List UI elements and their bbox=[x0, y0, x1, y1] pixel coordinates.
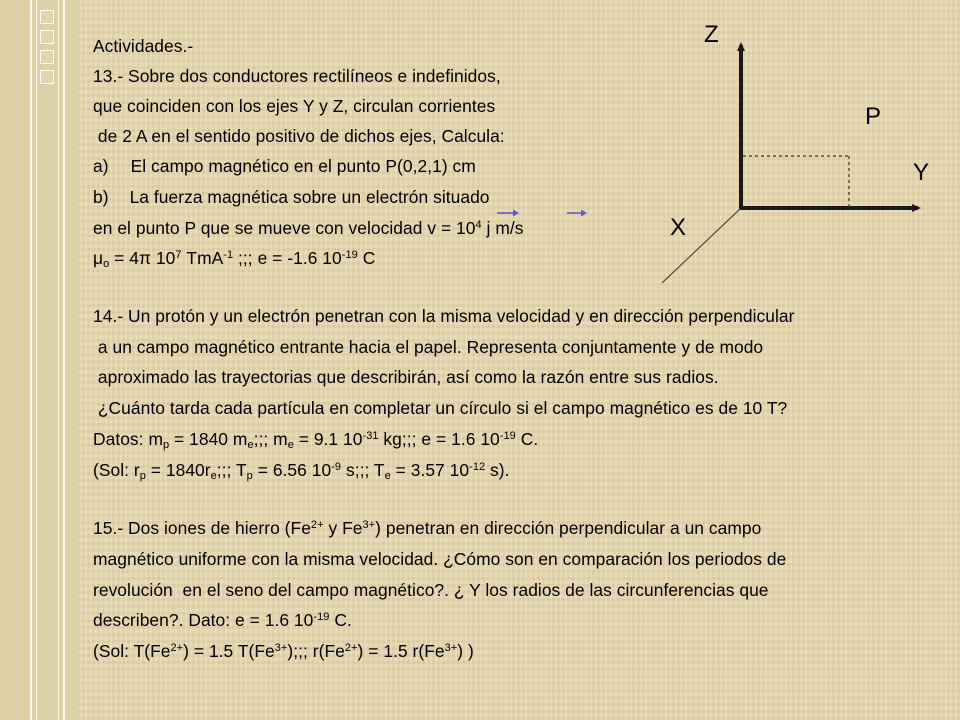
subscript: e bbox=[287, 439, 294, 451]
ex13-line bbox=[93, 218, 524, 238]
x-label: X bbox=[670, 214, 687, 241]
text-run: = 3.57 10 bbox=[390, 460, 470, 480]
ex13-item-b bbox=[93, 187, 490, 207]
text-run: (Sol: r bbox=[93, 460, 140, 480]
superscript: 2+ bbox=[170, 642, 184, 654]
border-square bbox=[40, 30, 54, 44]
text-run: describen?. Dato: e = 1.6 10 bbox=[93, 610, 314, 630]
text-run: C bbox=[357, 248, 376, 268]
y-label: Y bbox=[913, 159, 930, 186]
ex15-line: magnético uniforme con la misma velocidad. ¿Cómo son en comparación los periodos de bbox=[93, 549, 787, 569]
text-run: ;;; T bbox=[216, 460, 247, 480]
text-run: );;; r(Fe bbox=[287, 641, 345, 661]
item-text: La fuerza magnética sobre un electrón situado bbox=[129, 187, 490, 207]
text-run: y Fe bbox=[323, 518, 363, 538]
ex14-line: 14.- Un protón y un electrón penetran con la misma velocidad y en dirección perpendicular bbox=[93, 306, 795, 326]
superscript: 3+ bbox=[444, 642, 458, 654]
text-run: = 1840r bbox=[145, 460, 211, 480]
superscript: -9 bbox=[331, 461, 342, 473]
ex15-line bbox=[93, 518, 761, 538]
border-line bbox=[58, 0, 59, 720]
border-line bbox=[63, 0, 65, 720]
superscript: -31 bbox=[362, 430, 379, 442]
text-run: s). bbox=[485, 460, 510, 480]
superscript: -19 bbox=[341, 249, 358, 261]
text-run: ) = 1.5 T(Fe bbox=[183, 641, 275, 661]
superscript: 3+ bbox=[274, 642, 288, 654]
subscript: e bbox=[247, 439, 254, 451]
decorative-left-border bbox=[0, 0, 78, 720]
text-run: TmA bbox=[181, 248, 224, 268]
symbol: π bbox=[138, 248, 152, 268]
text-run: 15.- Dos iones de hierro (Fe bbox=[93, 518, 311, 538]
text-run: Datos: m bbox=[93, 429, 163, 449]
subscript: p bbox=[139, 470, 146, 482]
text-run: = 4 bbox=[109, 248, 139, 268]
text-run: ;;; e = -1.6 10 bbox=[233, 248, 342, 268]
text-run: s;;; T bbox=[341, 460, 385, 480]
border-square bbox=[40, 10, 54, 24]
p-label: P bbox=[865, 103, 882, 130]
symbol: μ bbox=[93, 248, 104, 268]
superscript: -12 bbox=[469, 461, 486, 473]
subscript: p bbox=[162, 439, 170, 451]
ex15-solution bbox=[93, 641, 474, 661]
ex15-line bbox=[93, 610, 352, 630]
border-square bbox=[40, 50, 54, 64]
item-marker: b) bbox=[93, 187, 109, 207]
ex14-line: aproximado las trayectorias que describirán, así como la razón entre sus radios. bbox=[93, 367, 719, 387]
superscript: 2+ bbox=[344, 642, 358, 654]
border-line bbox=[36, 0, 37, 720]
ex13-line: de 2 A en el sentido positivo de dichos ejes, Calcula: bbox=[93, 126, 505, 146]
text-run: ) = 1.5 r(Fe bbox=[357, 641, 445, 661]
text-run: ;;; m bbox=[253, 429, 288, 449]
text-run: (Sol: T(Fe bbox=[93, 641, 171, 661]
text-run: 10 bbox=[151, 248, 176, 268]
ex15-line: revolución en el seno del campo magnético?. ¿ Y los radios de las circunferencias que bbox=[93, 580, 769, 600]
text-run: = 1840 m bbox=[169, 429, 248, 449]
activities-heading: Actividades.- bbox=[93, 36, 194, 56]
ex14-line: a un campo magnético entrante hacia el papel. Representa conjuntamente y de modo bbox=[93, 337, 764, 357]
vector-arrow-j bbox=[567, 210, 587, 217]
superscript: 4 bbox=[475, 219, 482, 231]
border-line bbox=[30, 0, 32, 720]
z-label: Z bbox=[704, 21, 719, 48]
text-run: en el punto P que se mueve con velocidad v = 10 bbox=[93, 218, 476, 238]
projection-lines bbox=[743, 156, 849, 207]
text-run: C. bbox=[515, 429, 539, 449]
subscript: e bbox=[384, 470, 391, 482]
item-marker: a) bbox=[93, 156, 109, 176]
subscript: p bbox=[246, 470, 253, 482]
text-run: j m/s bbox=[481, 218, 524, 238]
text-run: = 6.56 10 bbox=[252, 460, 332, 480]
vector-arrow-v bbox=[497, 210, 519, 217]
ex13-item-a bbox=[93, 156, 476, 176]
axes-diagram bbox=[650, 15, 960, 285]
superscript: -19 bbox=[499, 430, 516, 442]
vector-arrows bbox=[495, 205, 595, 219]
item-text: El campo magnético en el punto P(0,2,1) cm bbox=[130, 156, 476, 176]
superscript: 7 bbox=[175, 249, 182, 261]
ex14-solution bbox=[93, 460, 510, 480]
ex13-line: que coinciden con los ejes Y y Z, circulan corrientes bbox=[93, 96, 496, 116]
text-run: C. bbox=[329, 610, 352, 630]
ex14-line: ¿Cuánto tarda cada partícula en completar un círculo si el campo magnético es de 10 T? bbox=[93, 398, 788, 418]
subscript: e bbox=[210, 470, 217, 482]
superscript: 2+ bbox=[310, 519, 324, 531]
text-run: = 9.1 10 bbox=[293, 429, 363, 449]
superscript: -19 bbox=[313, 611, 330, 623]
ex13-constants bbox=[93, 248, 375, 268]
superscript: 3+ bbox=[362, 519, 376, 531]
ex14-data bbox=[93, 429, 538, 449]
text-run: kg;;; e = 1.6 10 bbox=[378, 429, 500, 449]
border-square bbox=[40, 70, 54, 84]
superscript: -1 bbox=[223, 249, 234, 261]
text-run: ) penetran en dirección perpendicular a un campo bbox=[375, 518, 762, 538]
subscript: o bbox=[103, 258, 110, 270]
text-run: ) ) bbox=[457, 641, 474, 661]
ex13-line: 13.- Sobre dos conductores rectilíneos e indefinidos, bbox=[93, 66, 501, 86]
